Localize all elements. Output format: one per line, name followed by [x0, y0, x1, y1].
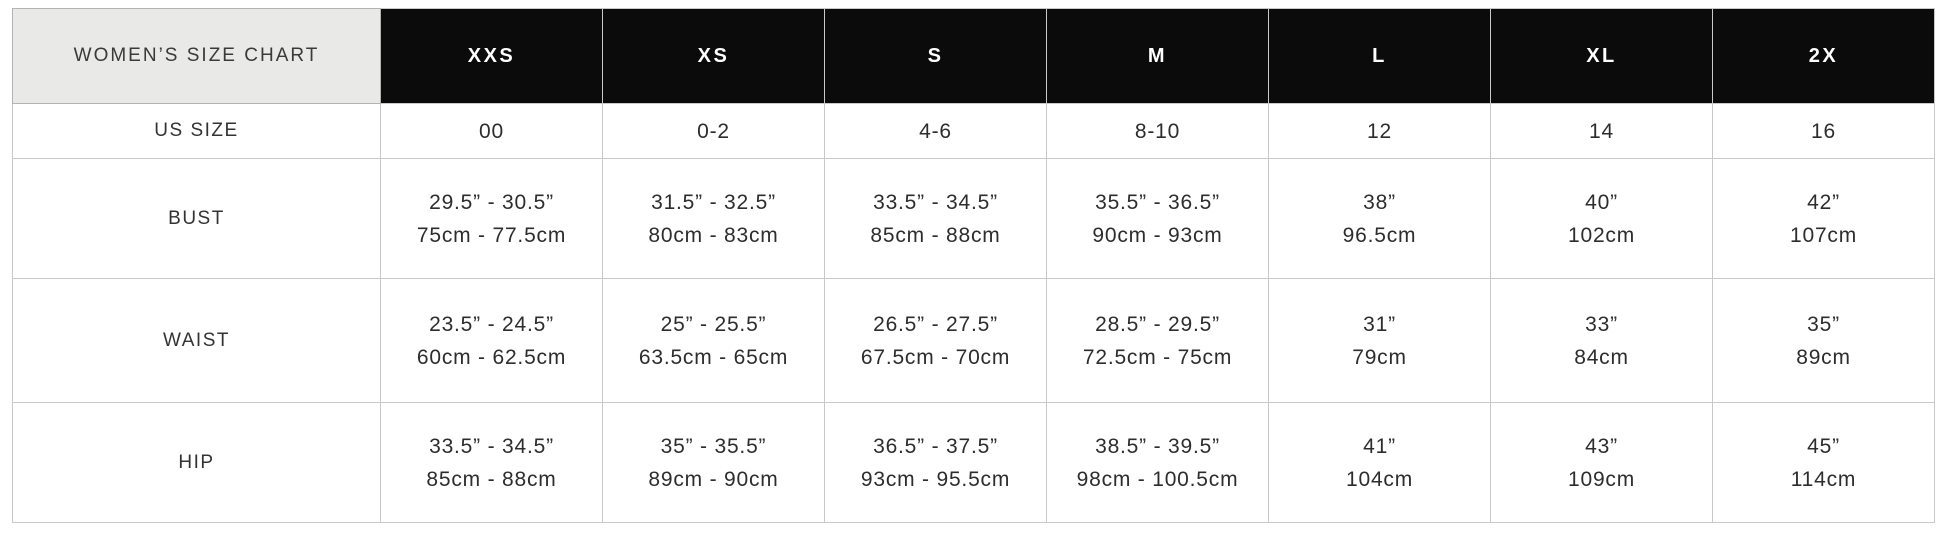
cell-bust-l: 38” 96.5cm [1269, 159, 1491, 279]
womens-size-chart-table [12, 8, 1935, 523]
row-label-bust: BUST [13, 159, 381, 279]
chart-title-cell [13, 9, 381, 104]
cell-us-size-xxs: 00 [381, 104, 603, 159]
size-header-s [825, 9, 1047, 104]
size-header-label: XS [697, 44, 730, 67]
cell-bust-xs: 31.5” - 32.5” 80cm - 83cm [603, 159, 825, 279]
cell-hip-s: 36.5” - 37.5” 93cm - 95.5cm [825, 403, 1047, 523]
size-header-label: S [927, 44, 944, 67]
cell-us-size-s: 4-6 [825, 104, 1047, 159]
size-header-m [1047, 9, 1269, 104]
cell-hip-m: 38.5” - 39.5” 98cm - 100.5cm [1047, 403, 1269, 523]
cell-bust-2x: 42” 107cm [1713, 159, 1935, 279]
chart-title: WOMEN’S SIZE CHART [73, 45, 320, 66]
cell-waist-l: 31” 79cm [1269, 279, 1491, 403]
size-header-label: XL [1586, 44, 1617, 67]
size-header-2x [1713, 9, 1935, 104]
cell-us-size-l: 12 [1269, 104, 1491, 159]
size-header-row [13, 9, 1935, 104]
size-header-xl [1491, 9, 1713, 104]
cell-hip-xl: 43” 109cm [1491, 403, 1713, 523]
size-header-xxs [381, 9, 603, 104]
size-header-label: XXS [467, 44, 516, 67]
hip-row [13, 403, 1935, 523]
cell-waist-xxs: 23.5” - 24.5” 60cm - 62.5cm [381, 279, 603, 403]
size-header-label: M [1147, 44, 1168, 67]
cell-hip-xxs: 33.5” - 34.5” 85cm - 88cm [381, 403, 603, 523]
row-label-waist: WAIST [13, 279, 381, 403]
row-label-us-size: US SIZE [13, 104, 381, 159]
cell-bust-xxs: 29.5” - 30.5” 75cm - 77.5cm [381, 159, 603, 279]
size-header-label: L [1372, 44, 1387, 67]
cell-bust-s: 33.5” - 34.5” 85cm - 88cm [825, 159, 1047, 279]
cell-waist-s: 26.5” - 27.5” 67.5cm - 70cm [825, 279, 1047, 403]
waist-row [13, 279, 1935, 403]
cell-us-size-xl: 14 [1491, 104, 1713, 159]
cell-us-size-m: 8-10 [1047, 104, 1269, 159]
us-size-row [13, 104, 1935, 159]
size-header-xs [603, 9, 825, 104]
bust-row [13, 159, 1935, 279]
cell-us-size-2x: 16 [1713, 104, 1935, 159]
cell-bust-xl: 40” 102cm [1491, 159, 1713, 279]
cell-hip-xs: 35” - 35.5” 89cm - 90cm [603, 403, 825, 523]
size-header-l [1269, 9, 1491, 104]
row-label-hip: HIP [13, 403, 381, 523]
cell-waist-m: 28.5” - 29.5” 72.5cm - 75cm [1047, 279, 1269, 403]
cell-us-size-xs: 0-2 [603, 104, 825, 159]
cell-waist-2x: 35” 89cm [1713, 279, 1935, 403]
cell-bust-m: 35.5” - 36.5” 90cm - 93cm [1047, 159, 1269, 279]
cell-waist-xl: 33” 84cm [1491, 279, 1713, 403]
size-header-label: 2X [1808, 44, 1839, 67]
cell-hip-l: 41” 104cm [1269, 403, 1491, 523]
cell-hip-2x: 45” 114cm [1713, 403, 1935, 523]
cell-waist-xs: 25” - 25.5” 63.5cm - 65cm [603, 279, 825, 403]
